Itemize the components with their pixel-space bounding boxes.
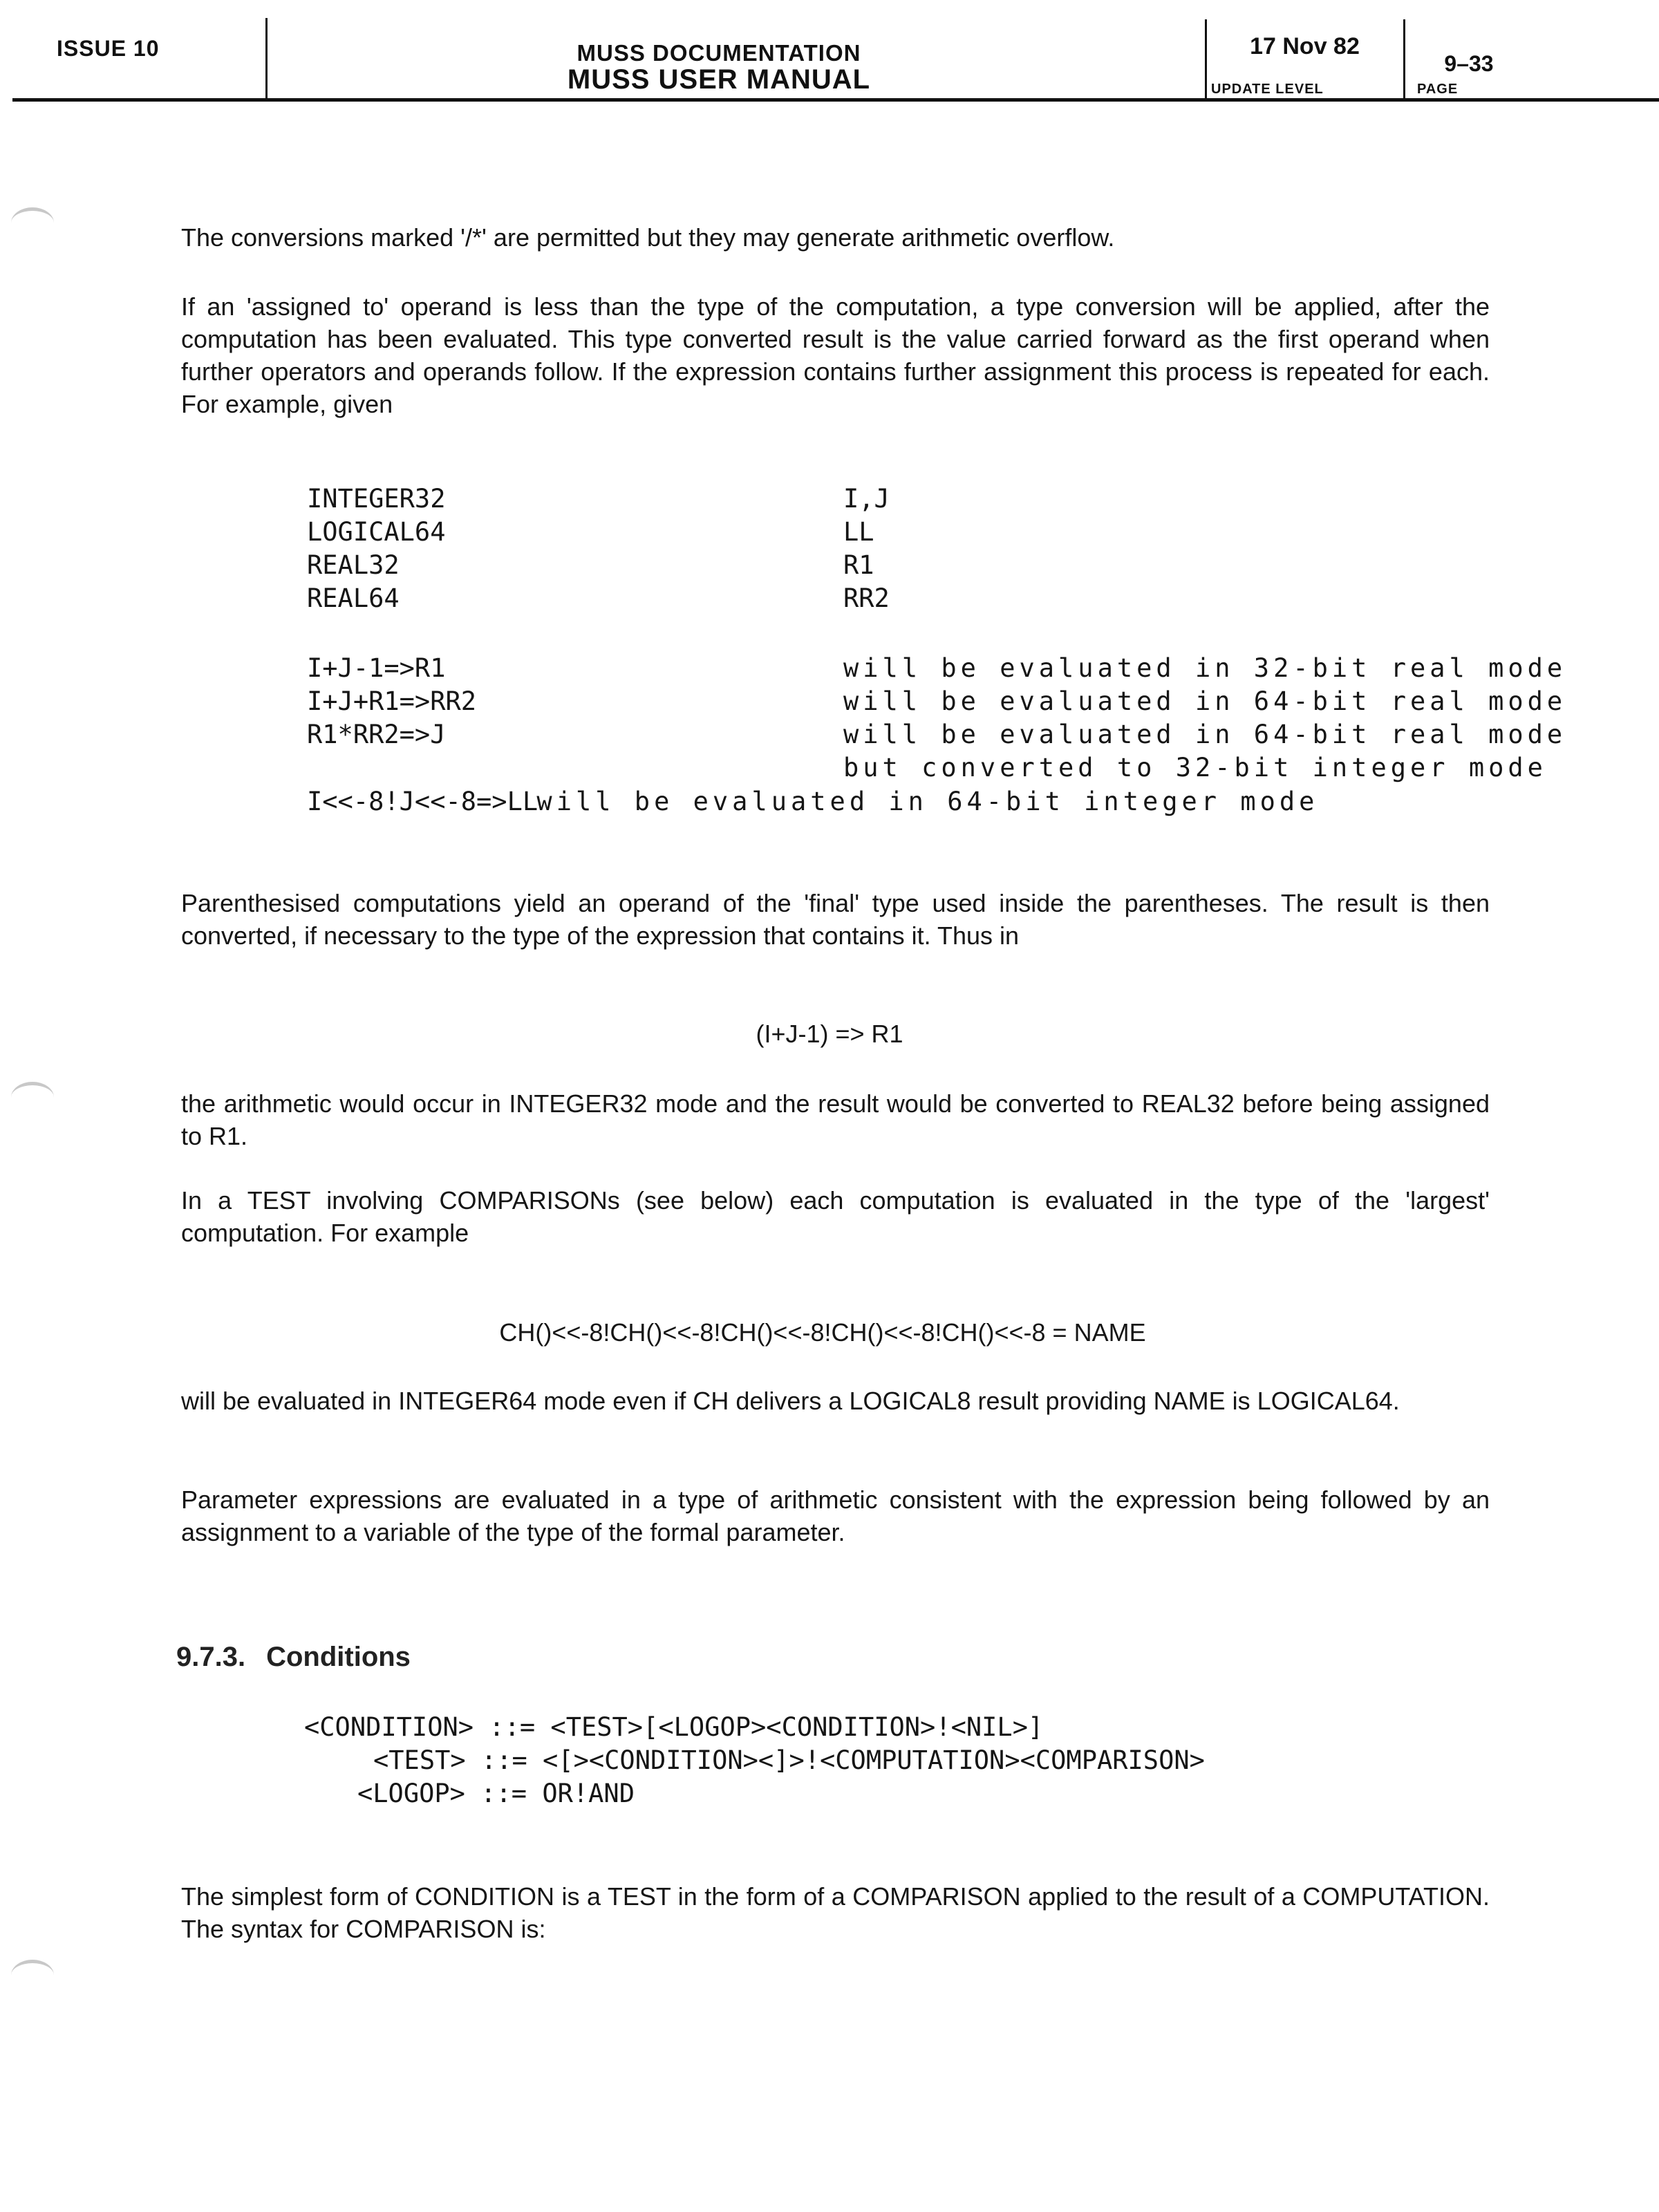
document-title	[387, 40, 1051, 93]
example-row	[307, 653, 1567, 686]
grammar-rule	[304, 1712, 1043, 1742]
update-level-label: UPDATE LEVEL	[1211, 82, 1324, 97]
example-expression-parenthesised: (I+J-1) => R1	[756, 1020, 903, 1048]
paragraph-parameter-expressions: Parameter expressions are evaluated in a type of arithmetic consistent with the expression being followed by an assignment to a variable of the type of the formal parameter.	[181, 1485, 1490, 1546]
example-desc: will be evaluated in 64-bit integer mode	[536, 787, 1319, 816]
example-desc: will be evaluated in 32-bit real mode	[843, 653, 1567, 683]
grammar-rule	[373, 1745, 1205, 1775]
header-divider	[265, 18, 268, 101]
example-row	[307, 787, 1339, 820]
section-title: Conditions	[266, 1642, 411, 1672]
header-divider	[1205, 19, 1207, 101]
decl-type: INTEGER32	[307, 484, 446, 514]
doc-series-title: MUSS DOCUMENTATION	[577, 40, 861, 66]
example-expression-ch: CH()<<-8!CH()<<-8!CH()<<-8!CH()<<-8!CH()<<-8 = NAME	[499, 1318, 1146, 1347]
header-rule	[12, 98, 1659, 102]
grammar-lhs: <LOGOP>	[357, 1779, 465, 1808]
decl-type: REAL32	[307, 550, 400, 580]
paragraph-arithmetic-mode: the arithmetic would occur in INTEGER32 mode and the result would be converted to REAL32 before being assigned to R1.	[181, 1089, 1490, 1150]
grammar-lhs: <CONDITION>	[304, 1712, 474, 1742]
page-number: 9–33	[1444, 51, 1494, 76]
declaration-row	[307, 583, 890, 617]
example-desc: will be evaluated in 64-bit real mode	[843, 686, 1567, 716]
example-expr: I+J-1=>R1	[307, 653, 446, 683]
example-row	[307, 686, 1567, 720]
decl-vars: LL	[843, 517, 874, 547]
paragraph-conversions: The conversions marked '/*' are permitted but they may generate arithmetic overflow.	[181, 223, 1115, 252]
example-expr: I<<-8!J<<-8=>LL	[307, 787, 538, 816]
paragraph-simplest-condition: The simplest form of CONDITION is a TEST in the form of a COMPARISON applied to the result of a COMPUTATION. The syntax for COMPARISON is:	[181, 1882, 1490, 1943]
section-heading	[176, 1642, 411, 1673]
decl-type: REAL64	[307, 583, 400, 613]
binder-hole-mark	[11, 1960, 54, 1991]
example-desc: will be evaluated in 64-bit real mode	[843, 720, 1567, 749]
paragraph-parenthesised: Parenthesised computations yield an operand of the 'final' type used inside the parentheses. The result is then converted, if necessary to the type of the expression that contains it. Thus in	[181, 889, 1490, 950]
paragraph-assigned-operand: If an 'assigned to' operand is less than the type of the computation, a type conversion will be applied, after the computation has been evaluated. This type converted result is the value carried forward as the first operand when further operators and operands follow. If the expression contains further assignment this process is repeated for each. For example, given	[181, 292, 1490, 418]
declaration-row	[307, 517, 874, 550]
paragraph-integer64: will be evaluated in INTEGER64 mode even if CH delivers a LOGICAL8 result providing NAME is LOGICAL64.	[181, 1387, 1400, 1415]
binder-hole-mark	[11, 1082, 54, 1113]
binder-hole-mark	[11, 207, 54, 238]
page-label: PAGE	[1417, 82, 1459, 97]
section-number: 9.7.3.	[176, 1642, 246, 1672]
grammar-rule	[357, 1779, 635, 1808]
grammar-rhs: ::= <TEST>[<LOGOP><CONDITION>!<NIL>]	[489, 1712, 1044, 1742]
example-expr: R1*RR2=>J	[307, 720, 446, 749]
example-desc: but converted to 32-bit integer mode	[843, 753, 1547, 782]
decl-vars: R1	[843, 550, 874, 580]
paragraph-test-comparisons: In a TEST involving COMPARISONs (see below) each computation is evaluated in the type of the 'largest' computation. For example	[181, 1186, 1490, 1247]
example-row	[307, 720, 1567, 753]
issue-number: ISSUE 10	[57, 36, 160, 61]
decl-type: LOGICAL64	[307, 517, 446, 547]
declaration-row	[307, 484, 890, 517]
declaration-row	[307, 550, 874, 583]
grammar-lhs: <TEST>	[373, 1745, 466, 1775]
grammar-rhs: ::= OR!AND	[480, 1779, 635, 1808]
decl-vars: RR2	[843, 583, 890, 613]
manual-title: MUSS USER MANUAL	[567, 64, 871, 95]
example-expr: I+J+R1=>RR2	[307, 686, 477, 716]
update-date: 17 Nov 82	[1250, 33, 1360, 59]
grammar-rhs: ::= <[><CONDITION><]>!<COMPUTATION><COMPARISON>	[480, 1745, 1205, 1775]
decl-vars: I,J	[843, 484, 890, 514]
